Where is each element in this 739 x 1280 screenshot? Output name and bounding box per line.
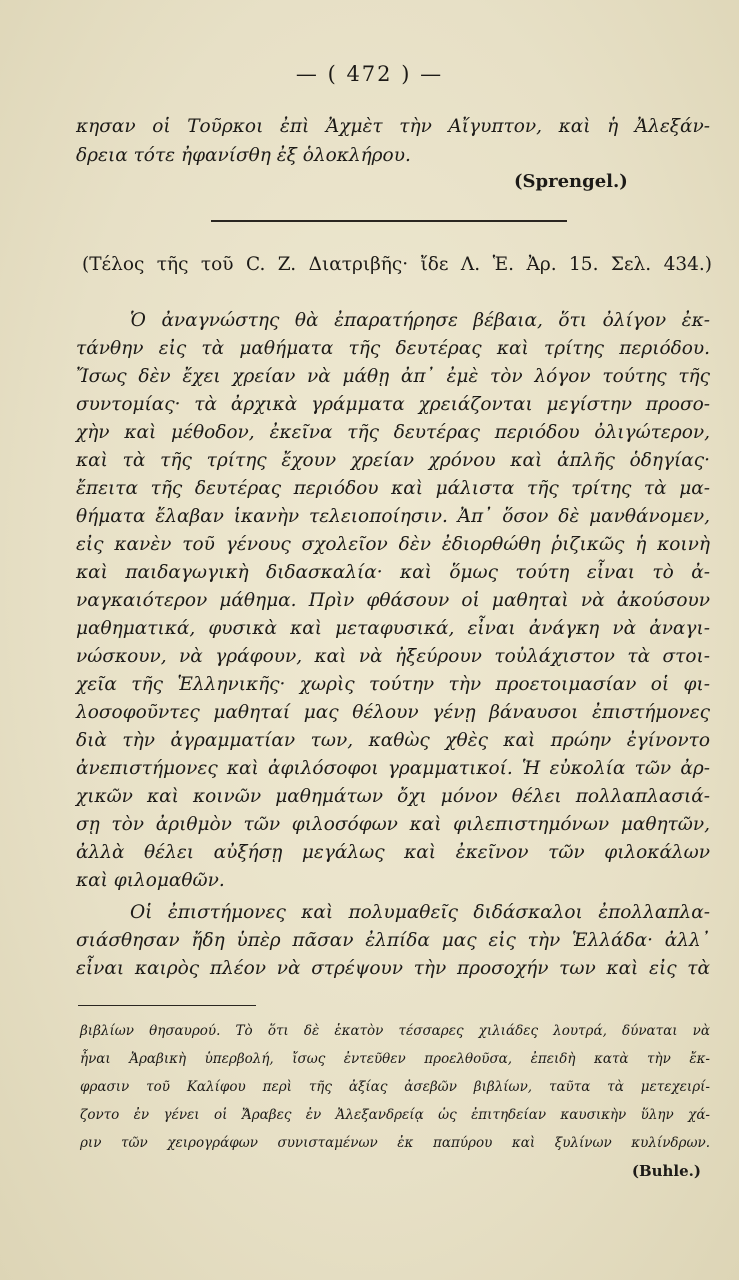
body-line: θήματα ἔλαβαν ἱκανὴν τελειοποίησιν. Ἀπ᾽ ὅσον δὲ μανθάνομεν, — [76, 506, 710, 527]
footnote-line: φρασιν τοῦ Καλίφου περὶ τῆς ἀξίας ἀσεβῶν βιβλίων, ταῦτα τὰ μετεχειρί- — [80, 1079, 710, 1095]
top-text-line: δρεια τότε ἠφανίσθη ἐξ ὁλοκλήρου. — [76, 145, 411, 166]
body-line: καὶ παιδαγωγικὴ διδασκαλία· καὶ ὅμως τούτη εἶναι τὸ ἀ- — [76, 562, 710, 583]
body-line: ναγκαιότερον μάθημα. Πρὶν φθάσουν οἱ μαθηταὶ νὰ ἀκούσουν — [76, 590, 710, 611]
section-divider — [211, 220, 567, 222]
body-line: συντομίας· τὰ ἀρχικὰ γράμματα χρειάζονται μεγίστην προσο- — [76, 394, 710, 415]
body-line: χεῖα τῆς Ἑλληνικῆς· χωρὶς τούτην τὴν προετοιμασίαν οἱ φι- — [76, 674, 710, 695]
body-line: μαθηματικά, φυσικὰ καὶ μεταφυσικά, εἶναι ἀνάγκη νὰ ἀναγι- — [76, 618, 710, 639]
page-number: — ( 472 ) — — [295, 62, 444, 86]
body-line: λοσοφοῦντες μαθηταί μας θέλουν γένῃ βάναυσοι ἐπιστήμονες — [76, 702, 710, 723]
footnote-line: ριν τῶν χειρογράφων συνισταμένων ἐκ παπύρου καὶ ξυλίνων κυλίνδρων. — [80, 1135, 710, 1151]
body-line: διὰ τὴν ἀγραμματίαν των, καθὼς χθὲς καὶ πρώην ἐγίνοντο — [76, 730, 710, 751]
footnote-line: βιβλίων θησαυρού. Τὸ ὅτι δὲ ἑκατὸν τέσσαρες χιλιάδες λουτρά, δύναται νὰ — [80, 1023, 710, 1039]
body-line: ἀνεπιστήμονες καὶ ἀφιλόσοφοι γραμματικοί. Ἡ εὐκολία τῶν ἀρ- — [76, 758, 710, 779]
body-line: νώσκουν, νὰ γράφουν, καὶ νὰ ἠξεύρουν τοὐλάχιστον τὰ στοι- — [76, 646, 710, 667]
reference-line: (Τέλος τῆς τοῦ C. Z. Διατριβῆς· ἴδε Λ. Ἑ. Ἀρ. 15. Σελ. 434.) — [82, 254, 712, 275]
body-line: ἀλλὰ θέλει αὐξήσῃ μεγάλως καὶ ἐκεῖνον τῶν φιλοκάλων — [76, 842, 710, 863]
footnote-line: ζοντο ἐν γένει οἱ Ἄραβες ἐν Ἀλεξανδρείᾳ ὡς ἐπιτηδείαν καυσικὴν ὕλην χά- — [80, 1107, 710, 1123]
signature-sprengel: (Sprengel.) — [514, 171, 628, 192]
body-line: χικῶν καὶ κοινῶν μαθημάτων ὄχι μόνον θέλει πολλαπλασιά- — [76, 786, 710, 807]
footnote-line: ἦναι Ἀραβικὴ ὑπερβολή, ἴσως ἐντεῦθεν προελθοῦσα, ἐπειδὴ κατὰ τὴν ἔκ- — [80, 1051, 710, 1067]
body-line: εἶναι καιρὸς πλέον νὰ στρέψουν τὴν προσοχήν των καὶ εἰς τὰ — [76, 958, 710, 979]
body-line: ἔπειτα τῆς δευτέρας περιόδου καὶ μάλιστα τῆς τρίτης τὰ μα- — [76, 478, 710, 499]
signature-buhle: (Buhle.) — [631, 1162, 701, 1180]
body-line: σιάσθησαν ἤδη ὑπὲρ πᾶσαν ἐλπίδα μας εἰς τὴν Ἑλλάδα· ἀλλ᾽ — [76, 930, 710, 951]
top-text-line: κησαν οἱ Τοῦρκοι ἐπὶ Ἀχμὲτ τὴν Αἴγυπτον, καὶ ἡ Ἀλεξάν- — [76, 116, 710, 137]
body-line: Ὁ ἀναγνώστης θὰ ἐπαρατήρησε βέβαια, ὅτι ὀλίγον ἐκ- — [130, 310, 710, 331]
body-line: καὶ φιλομαθῶν. — [76, 870, 225, 891]
body-line: εἰς κανὲν τοῦ γένους σχολεῖον δὲν ἐδιορθώθη ῥιζικῶς ἡ κοινὴ — [76, 534, 710, 555]
body-line: τάνθην εἰς τὰ μαθήματα τῆς δευτέρας καὶ τρίτης περιόδου. — [76, 338, 710, 359]
footnote-divider — [78, 1005, 256, 1006]
body-line: καὶ τὰ τῆς τρίτης ἔχουν χρείαν χρόνου καὶ ἁπλῆς ὁδηγίας· — [76, 450, 710, 471]
body-line: σῃ τὸν ἀριθμὸν τῶν φιλοσόφων καὶ φιλεπιστημόνων μαθητῶν, — [76, 814, 710, 835]
body-line: Οἱ ἐπιστήμονες καὶ πολυμαθεῖς διδάσκαλοι ἐπολλαπλα- — [130, 902, 710, 923]
body-line: Ἴσως δὲν ἔχει χρείαν νὰ μάθῃ ἀπ᾽ ἐμὲ τὸν λόγον τούτης τῆς — [76, 366, 710, 387]
body-line: χὴν καὶ μέθοδον, ἐκεῖνα τῆς δευτέρας περιόδου ὀλιγώτερον, — [76, 422, 710, 443]
